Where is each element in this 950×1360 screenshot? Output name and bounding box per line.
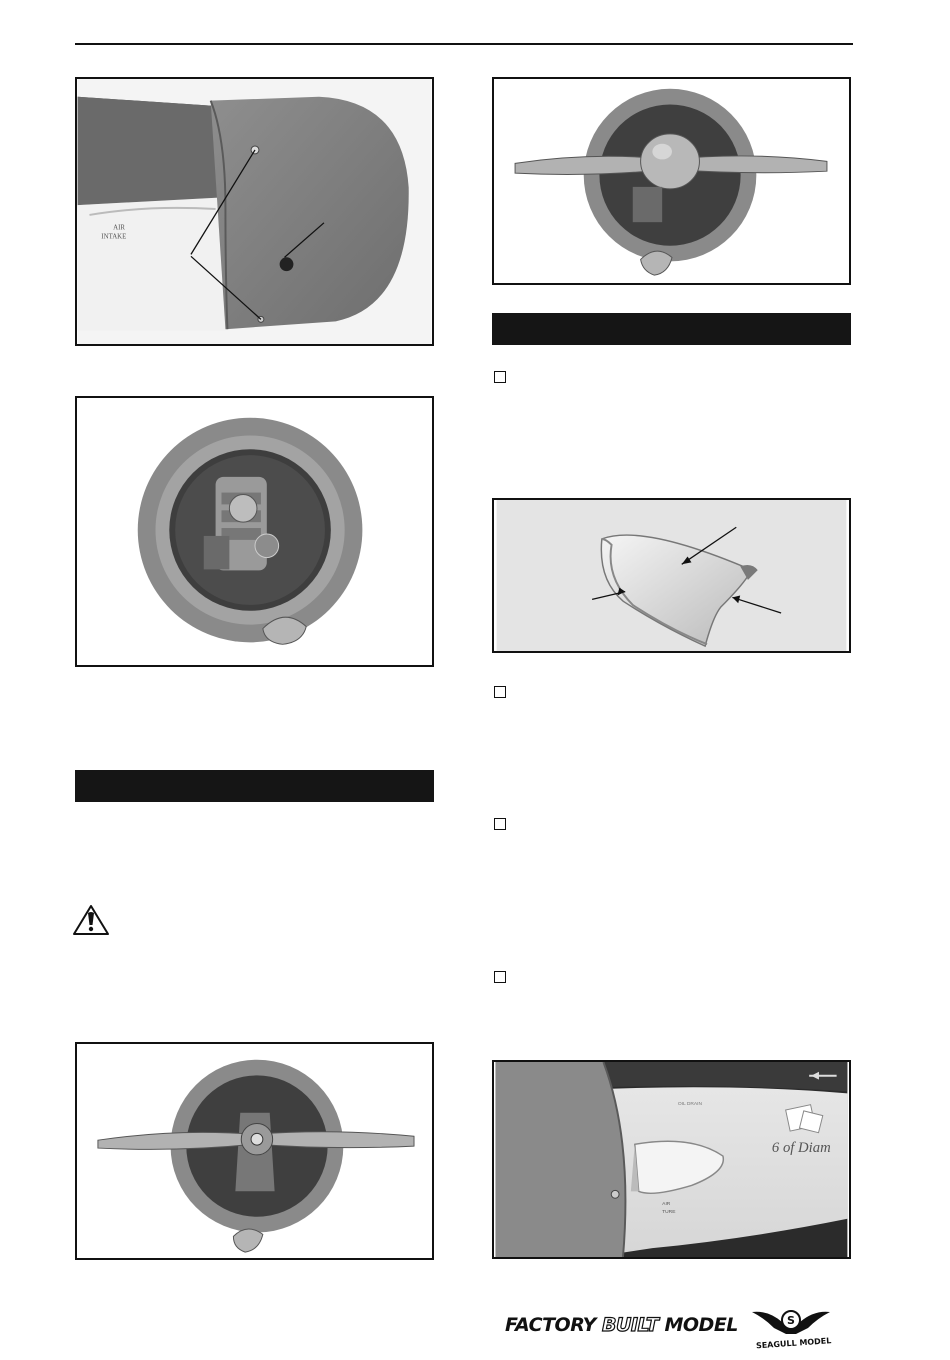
photo-air-scoop bbox=[492, 498, 851, 653]
checkbox-icon[interactable] bbox=[494, 686, 506, 698]
fuselage-nose-art-text: 6 of Diam bbox=[771, 1140, 831, 1157]
air-intake-label-1: AIR bbox=[113, 224, 125, 232]
fuselage-air-tag-2: TURE bbox=[662, 1209, 676, 1215]
photo-propeller-front-left bbox=[75, 1042, 434, 1260]
fuselage-small-text: OIL DRAIN bbox=[677, 1102, 703, 1108]
seagull-logo-icon bbox=[748, 1304, 834, 1350]
section-bar-right bbox=[492, 313, 851, 345]
photo-cowl-side-view bbox=[75, 77, 434, 346]
footer-brand-part1: FACTORY bbox=[505, 1314, 602, 1336]
fuselage-air-tag-1: AIR bbox=[662, 1202, 671, 1208]
photo-propeller-spinner bbox=[492, 77, 851, 285]
header-rule bbox=[75, 43, 853, 45]
footer-brand-highlight: BUILT bbox=[601, 1314, 659, 1336]
checkbox-icon[interactable] bbox=[494, 371, 506, 383]
photo-scoop-installed bbox=[492, 1060, 851, 1259]
checkbox-icon[interactable] bbox=[494, 971, 506, 983]
air-intake-label-2: INTAKE bbox=[101, 233, 127, 241]
footer-brand-part2: MODEL bbox=[658, 1314, 738, 1336]
checkbox-icon[interactable] bbox=[494, 818, 506, 830]
logo-text: SEAGULL MODEL bbox=[755, 1336, 832, 1350]
photo-cowl-front-engine bbox=[75, 396, 434, 667]
warning-icon bbox=[72, 904, 110, 936]
logo-letter: S bbox=[787, 1314, 795, 1327]
section-bar-left bbox=[75, 770, 434, 802]
footer-brand bbox=[505, 1314, 738, 1336]
